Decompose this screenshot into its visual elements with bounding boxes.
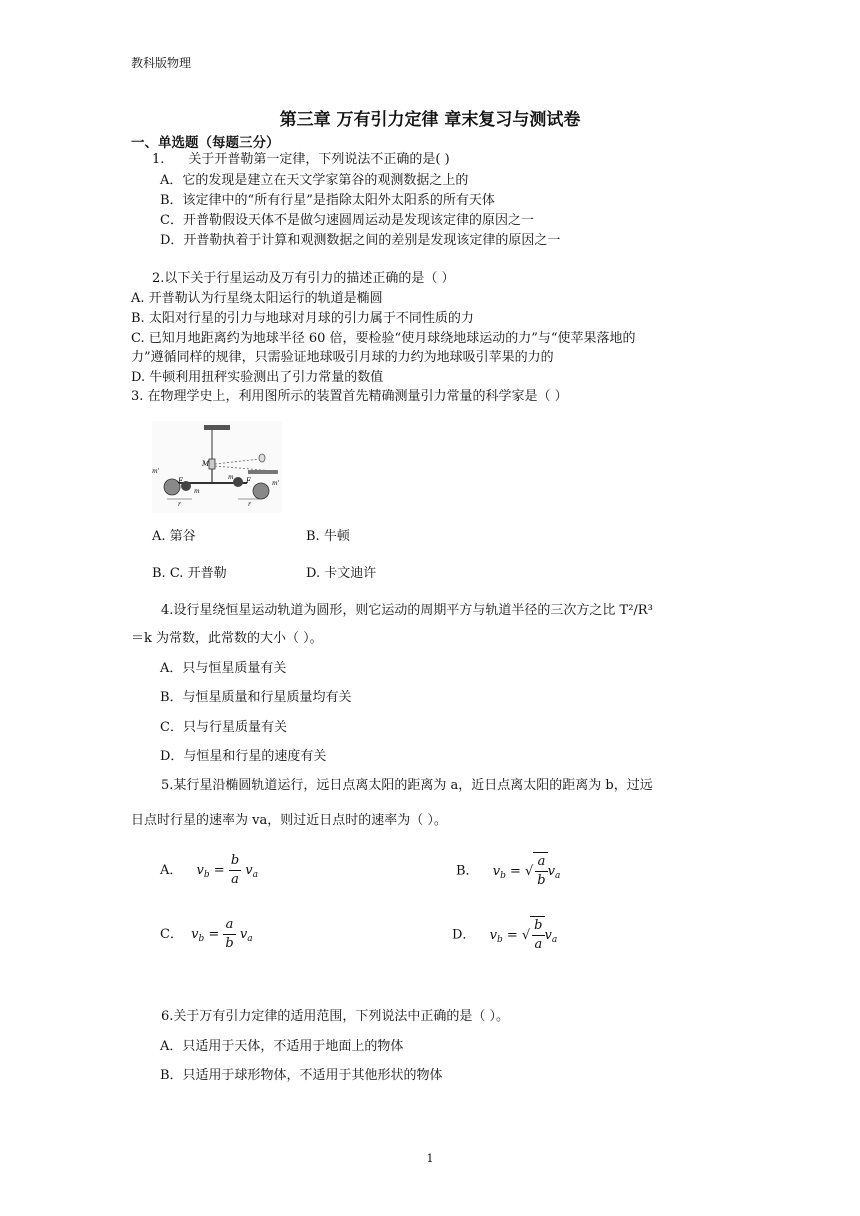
page-number: 1 bbox=[426, 1152, 434, 1165]
question-1-number: 1. bbox=[152, 152, 165, 167]
page-title: 第三章 万有引力定律 章末复习与测试卷 bbox=[279, 110, 581, 130]
question-4-stem-line2: ＝k 为常数，此常数的大小（ ）。 bbox=[131, 631, 323, 646]
question-6-option-b: B．只适用于球形物体，不适用于其他形状的物体 bbox=[160, 1068, 443, 1083]
question-2-option-b: B. 太阳对行星的引力与地球对月球的引力属于不同性质的力 bbox=[131, 311, 474, 326]
question-2-option-c-line2: 力”遵循同样的规律，只需验证地球吸引月球的力约为地球吸引苹果的力的 bbox=[131, 350, 554, 365]
question-2-option-a: A. 开普勒认为行星绕太阳运行的轨道是椭圆 bbox=[131, 291, 383, 306]
figure-label-M: M bbox=[202, 460, 210, 468]
question-4-stem-line1: 4.设行星绕恒星运动轨道为圆形，则它运动的周期平方与轨道半径的三次方之比 T²/R³ bbox=[161, 603, 653, 618]
question-2-option-c-line1: C. 已知月地距离约为地球半径 60 倍，要检验“使月球绕地球运动的力”与“使苹果落地的 bbox=[131, 331, 636, 346]
question-3-option-c: B. C. 开普勒 bbox=[152, 566, 227, 581]
question-4-option-d: D．与恒星和行星的速度有关 bbox=[160, 749, 327, 764]
question-5-option-d-label: D． bbox=[452, 927, 476, 943]
question-2-stem: 2.以下关于行星运动及万有引力的描述正确的是（ ） bbox=[152, 271, 455, 286]
figure-label-r-left: r bbox=[178, 501, 181, 508]
figure-label-r-right: r bbox=[248, 501, 251, 508]
question-5-option-d: D． $v_b$ = √ $\frac{b}{a}$ $v_a$ bbox=[452, 918, 558, 952]
question-5-option-b: B． $v_b$ = √ $\frac{a}{b}$ $v_a$ bbox=[456, 854, 561, 888]
page-header: 教科版物理 bbox=[131, 56, 192, 70]
question-5-option-a-label: A． bbox=[160, 863, 183, 878]
question-1-text: 关于开普勒第一定律，下列说法不正确的是( ) bbox=[188, 152, 450, 167]
question-3-stem: 3. 在物理学史上，利用图所示的装置首先精确测量引力常量的科学家是（ ） bbox=[131, 389, 568, 404]
question-1-option-c: C．开普勒假设天体不是做匀速圆周运动是发现该定律的原因之一 bbox=[160, 213, 534, 228]
question-1-option-d: D．开普勒执着于计算和观测数据之间的差别是发现该定律的原因之一 bbox=[160, 233, 561, 248]
figure-label-m-prime-left: m' bbox=[152, 468, 160, 475]
question-5-stem-line1: 5.某行星沿椭圆轨道运行，远日点离太阳的距离为 a，近日点离太阳的距离为 b，过远 bbox=[161, 778, 653, 793]
torsion-balance-diagram bbox=[152, 421, 282, 513]
question-4-option-b: B．与恒星质量和行星质量均有关 bbox=[160, 690, 352, 705]
question-5-option-a: A． $v_b$ = $\frac{b}{a}$ $v_a$ bbox=[160, 853, 259, 887]
figure-label-F-left: F bbox=[178, 477, 183, 485]
question-1-stem bbox=[152, 151, 450, 169]
question-5-stem-line2: 日点时行星的速率为 va，则过近日点时的速率为（ ）。 bbox=[131, 813, 447, 828]
question-4-option-c: C．只与行星质量有关 bbox=[160, 720, 287, 735]
question-6-stem: 6.关于万有引力定律的适用范围，下列说法中正确的是（ ）。 bbox=[161, 1009, 510, 1024]
question-6-option-a: A．只适用于天体，不适用于地面上的物体 bbox=[160, 1039, 404, 1054]
section-heading: 一、单选题（每题三分） bbox=[131, 135, 280, 151]
figure-label-m-prime-right: m' bbox=[272, 480, 280, 487]
question-5-option-c: C． $v_b$ = $\frac{a}{b}$ $v_a$ bbox=[160, 917, 253, 951]
figure-label-m-left: m bbox=[194, 488, 200, 495]
question-1-option-a: A．它的发现是建立在天文学家第谷的观测数据之上的 bbox=[160, 173, 469, 188]
question-3-option-d: D. 卡文迪许 bbox=[306, 566, 377, 581]
figure-label-m-right: m bbox=[228, 474, 234, 481]
question-5-option-b-label: B． bbox=[456, 863, 479, 879]
question-5-option-c-label: C． bbox=[160, 927, 183, 942]
question-3-option-b: B. 牛顿 bbox=[306, 529, 350, 544]
question-3-option-a: A. 第谷 bbox=[152, 529, 196, 544]
question-4-option-a: A．只与恒星质量有关 bbox=[160, 661, 287, 676]
figure-label-F-right: F bbox=[246, 477, 251, 485]
question-2-option-d: D. 牛顿利用扭秤实验测出了引力常量的数值 bbox=[131, 370, 384, 385]
torsion-balance-figure bbox=[152, 421, 282, 513]
question-1-option-b: B．该定律中的“所有行星”是指除太阳外太阳系的所有天体 bbox=[160, 193, 495, 208]
